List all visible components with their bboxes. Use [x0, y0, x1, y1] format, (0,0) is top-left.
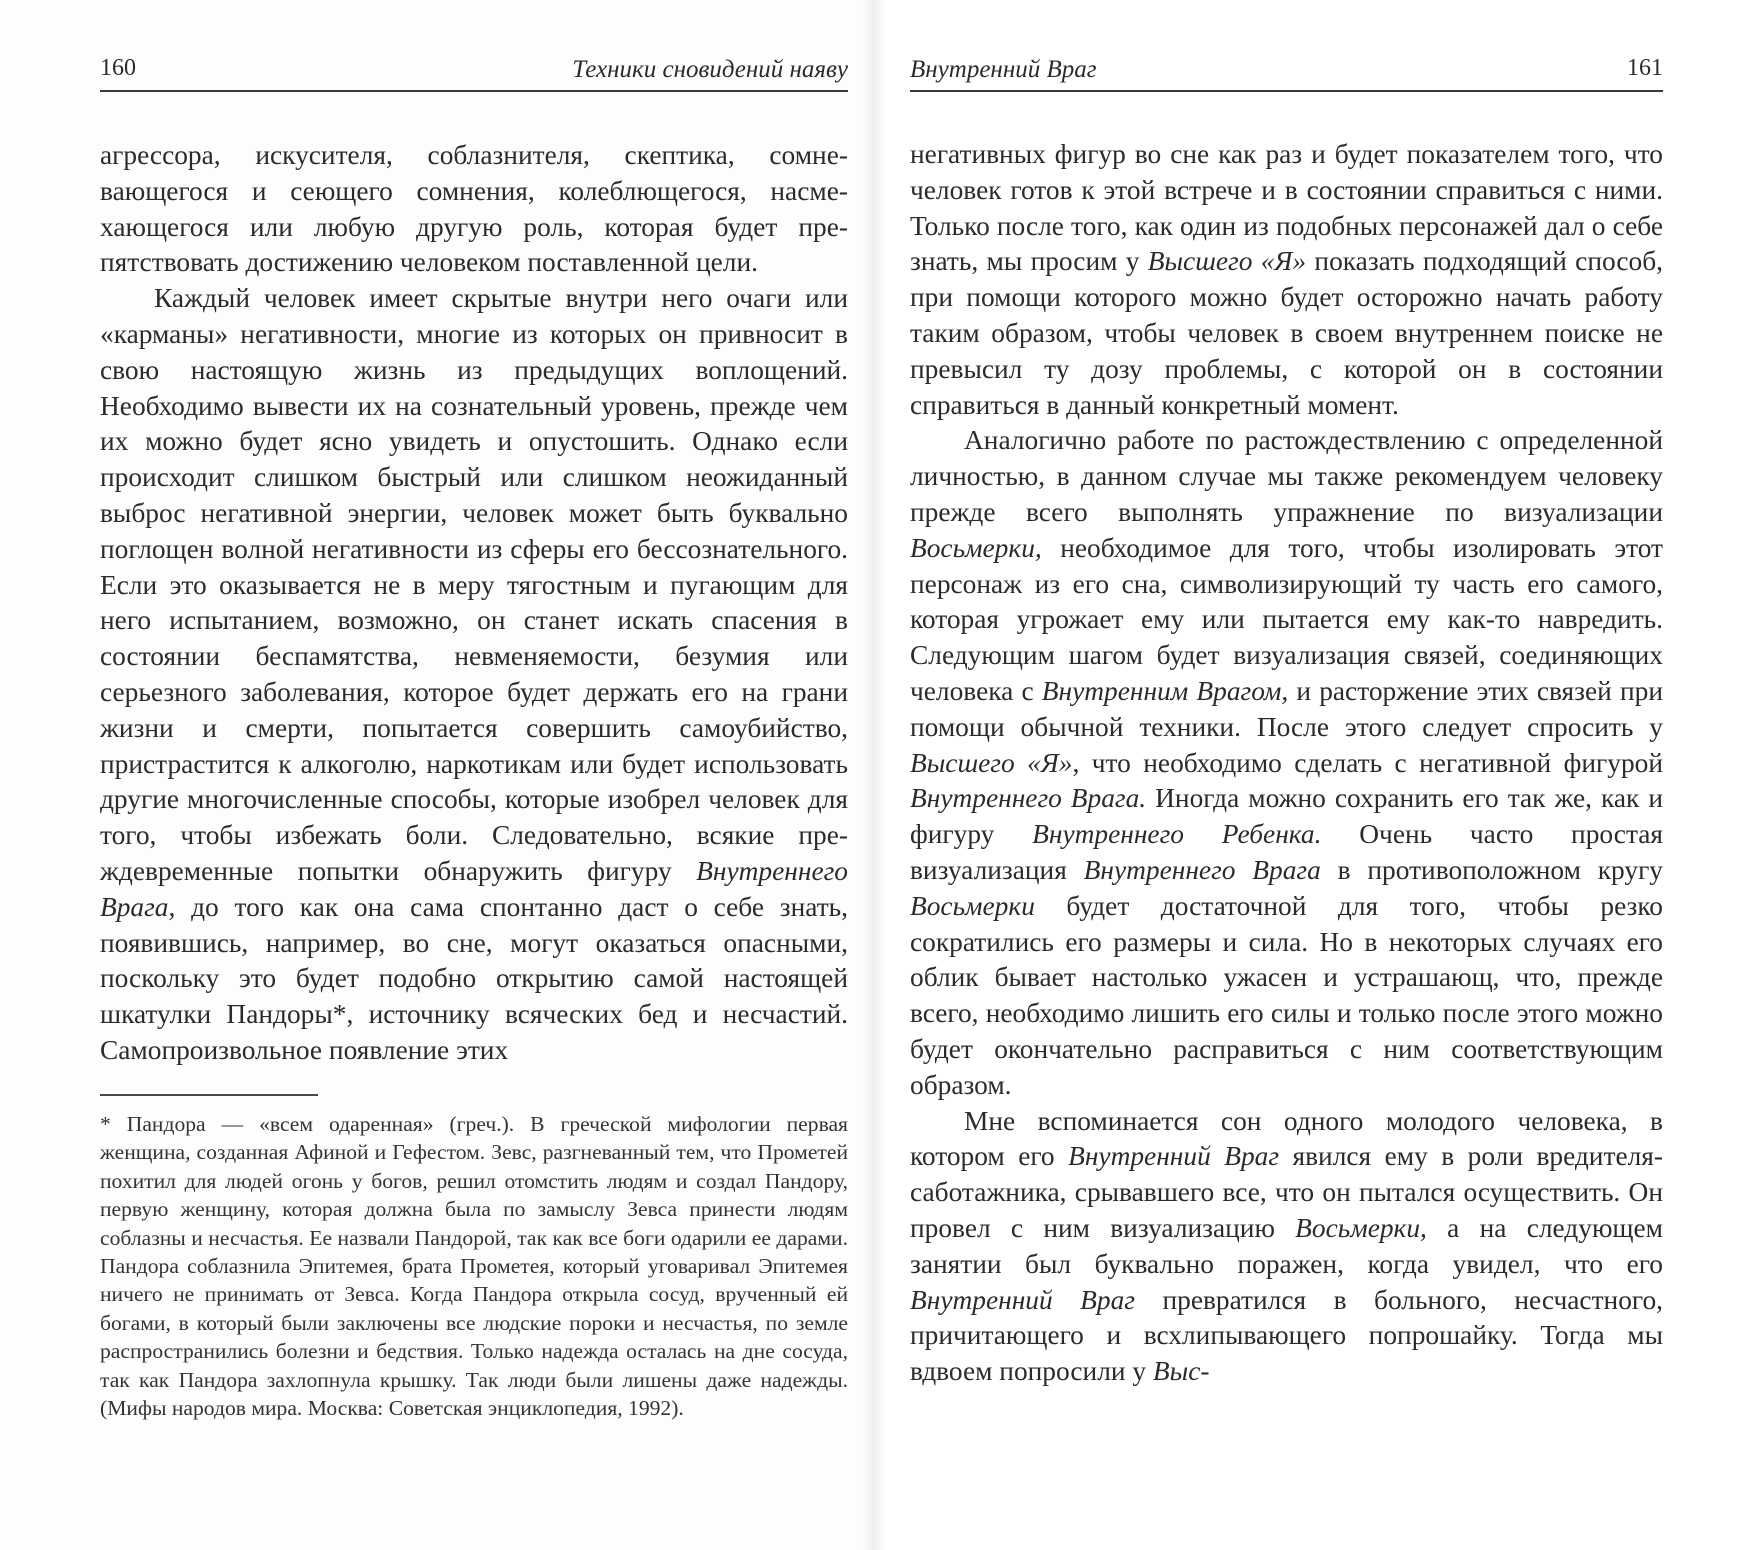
text-run: и расторжение этих связей при помощи обычной техники. После этого следует спросить у — [910, 675, 1663, 742]
running-title-left: Техники сновидений наяву — [572, 56, 848, 83]
text-run: Мне вспоминается сон одного молодого человека, в котором его — [910, 1105, 1663, 1172]
header-rule-right — [910, 90, 1663, 92]
body-text-left — [100, 138, 848, 1069]
text-run: а на следующем занятии был буквально поражен, когда увидел, что его — [910, 1212, 1663, 1279]
text-run: явился ему в роли вредителя-саботажника, срывавшего все, что он пытался осуществить. Он провел с ним визуализацию — [910, 1141, 1663, 1243]
text-run: в противоположном кругу — [1320, 854, 1664, 885]
right-page — [874, 0, 1748, 1550]
running-head-right — [910, 50, 1663, 92]
text-run: Очень часто простая визуализация — [910, 819, 1664, 885]
italic-term: Внутреннего Врага, — [100, 855, 848, 922]
italic-term: Внутренний Враг — [910, 1284, 1135, 1315]
text-run: показать подходящий способ, при помощи которого можно будет осторожно начать работу таким образом, чтобы человек в своем внутреннем поиске не превысил ту дозу проблемы, с которой он в состоянии справиться в данный конкретный момент. — [910, 246, 1663, 420]
italic-term: Внутренний Враг — [1068, 1141, 1280, 1172]
italic-term: Внутреннего Ребенка. — [1032, 819, 1322, 850]
text-run: необходимое для того, чтобы изолировать этот персонаж из его сна, символизирующий ту часть его самого, которая угрожает ему или пытается ему как-то навредить. Следующим шагом будет визуализация связей, соединяющих человека с — [910, 532, 1663, 706]
italic-term: Выс- — [1152, 1356, 1210, 1387]
running-head-left — [100, 50, 848, 92]
footnote-rule — [100, 1094, 318, 1096]
paragraph — [910, 423, 1663, 1103]
italic-term: Внутреннего Врага. — [910, 783, 1147, 814]
italic-term: Высшего «Я» — [910, 747, 1073, 778]
header-rule-left — [100, 90, 848, 92]
text-run: негативных фигур во сне как раз и будет показателем того, что человек готов к этой встрече и в состоянии справиться с ними. Только после того, как один из подобных персонажей дал о себе знать, мы просим у — [910, 139, 1663, 277]
italic-term: Восьмерки, — [1295, 1212, 1427, 1243]
italic-term: Восьмерки, — [910, 532, 1042, 563]
italic-term: Восьмерки — [910, 890, 1035, 921]
page-number-right: 161 — [1627, 55, 1663, 81]
text-run: Аналогично работе по растождествлению с определенной личностью, в данном случае мы также рекомендуем человеку прежде всего выполнять упражнение по визуализации — [910, 425, 1663, 527]
paragraph — [100, 281, 848, 1069]
text-run: превратился в больного, несчастного, причитающего и всхлипывающего попрошайку. Тогда мы вдвоем попросили у — [910, 1284, 1663, 1387]
footnote-text: * Пандора — «всем одаренная» (греч.). В греческой мифологии первая женщина, созданная Афиной и Гефестом. Зевс, разгневанный тем, что Прометей похитил для людей огонь у богов, решил отомстить людям и создал Пандору, первую женщину, которая должна была по замыслу Зевса принести людям соблазны и несчастья. Ее назвали Пандорой, так как все боги одарили ее дарами. Пандора соблазнила Эпитемея, брата Прометея, который уговаривал Эпитемея ничего не принимать от Зевса. Когда Пандора открыла сосуд, врученный ей богами, в который были заключены все людские пороки и несчастья, по земле распространились болезни и бедствия. Только надежда осталась на дне сосуда, так как Пандора захлопнула крышку. Так люди были лишены даже надежды. (Мифы народов мира. Москва: Советская энциклопедия, 1992). — [100, 1112, 848, 1421]
paragraph — [910, 1104, 1663, 1390]
text-run: будет достаточной для того, чтобы резко сократились его размеры и сила. Но в некоторых случаях его облик бывает настолько ужасен и устрашающ, что, прежде всего, необходимо лишить его силы и только после этого можно будет окончательно расправиться с ним соответствующим образом. — [910, 890, 1663, 1100]
page-number-left: 160 — [100, 55, 136, 81]
body-text-right — [910, 137, 1663, 1390]
text-run: Каждый человек имеет скрытые внутри него очаги или «карманы» негативности, многие из которых он привносит в свою настоящую жизнь из предыдущих воплощений. Необходимо вывести их на сознательный уровень, прежде чем их можно будет ясно увидеть и опустошить. Однако если происходит слишком быстрый или слишком неожиданный выброс негативной энергии, человек может быть буквально поглощен волной негативности из сферы его бессознательного. Если это оказывается не в меру тягостным и пугающим для него испытанием, возможно, он станет искать спасения в состоянии беспамятства, невменяемости, безумия или серьезного заболевания, которое будет держать его на грани жизни и смерти, попытается совершить самоубийство, пристрастится к алкоголю, наркотикам или будет использовать другие многочисленные способы, которые изобрел человек для того, чтобы избежать боли. Следовательно, всякие преждевременные попытки обнаружить фигуру — [100, 283, 848, 886]
book-gutter — [862, 0, 886, 1550]
paragraph: агрессора, искусителя, соблазнителя, скептика, сомневающегося и сеющего сомнения, колеблющегося, насмехающегося или любую другую роль, которая будет препятствовать достижению человеком поставленной цели. — [100, 140, 848, 278]
footnote — [100, 1110, 848, 1422]
paragraph — [910, 137, 1663, 423]
text-run: , что необходимо сделать с негативной фигурой — [1072, 747, 1663, 778]
text-run: Иногда можно сохранить его так же, как и фигуру — [910, 783, 1663, 850]
italic-term: Высшего «Я» — [1147, 246, 1307, 277]
text-run: до того как она сама спонтанно даст о себе знать, появившись, например, во сне, могут оказаться опасными, поскольку это будет подобно открытию самой настоящей шкатулки Пандоры*, источнику всяческих бед и несчастий. Самопроизвольное появление этих — [100, 891, 848, 1065]
italic-term: Внутренним Врагом, — [1041, 675, 1289, 706]
running-title-right: Внутренний Враг — [910, 56, 1097, 83]
italic-term: Внутреннего Врага — [1083, 854, 1321, 885]
